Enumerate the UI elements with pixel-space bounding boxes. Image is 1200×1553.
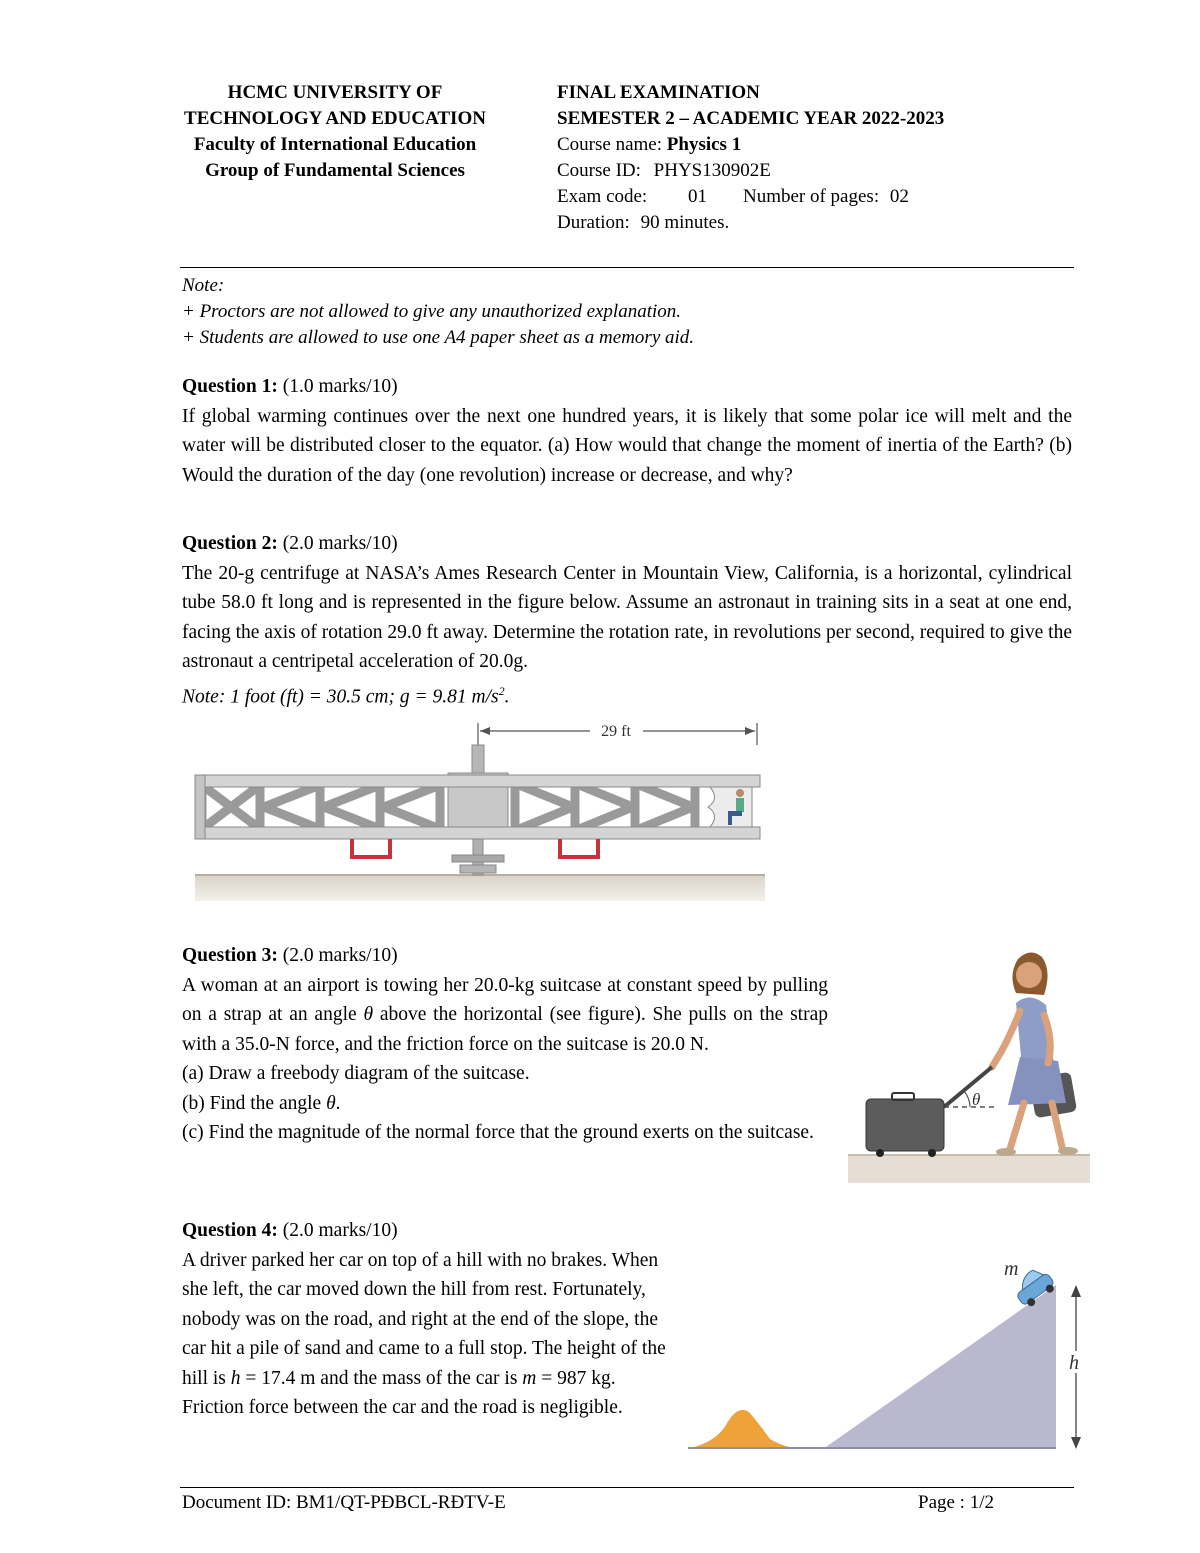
question-4-m: m <box>522 1367 537 1389</box>
group-name: Group of Fundamental Sciences <box>205 160 465 181</box>
sand-pile <box>694 1410 790 1447</box>
course-name: Physics 1 <box>666 134 742 155</box>
question-2-note-sup: 2 <box>498 683 505 698</box>
angle-label: θ <box>972 1090 981 1109</box>
duration: 90 minutes. <box>640 212 730 233</box>
exam-code-row <box>557 184 1077 210</box>
semester: SEMESTER 2 – ACADEMIC YEAR 2022-2023 <box>557 108 945 129</box>
question-3-text-a: A woman at an airport is towing her 20.0-kg suitcase at constant speed by pulling on a strap at an angle <box>182 974 828 1025</box>
faculty-name: Faculty of International Education <box>193 134 477 155</box>
document-id: Document ID: BM1/QT-PĐBCL-RĐTV-E <box>182 1492 506 1513</box>
astronaut-head <box>736 789 744 797</box>
question-4-text-c: = 987 kg. Friction force between the car and the road is negligible. <box>182 1367 623 1418</box>
duration-label: Duration: <box>557 212 635 233</box>
strap <box>944 1067 992 1107</box>
course-name-label: Course name: <box>557 134 667 155</box>
question-2-marks: (2.0 marks/10) <box>277 533 398 554</box>
question-2-note-text: Note: 1 foot (ft) = 30.5 cm; g = 9.81 m/s <box>182 686 499 707</box>
hill-figure <box>686 1255 1092 1455</box>
question-4-title: Question 4: <box>182 1220 278 1241</box>
question-4-text-a: A driver parked her car on top of a hill with no brakes. When she left, the car moved down the hill from rest. Fortunately, nobody was on the road, and right at the end of the slope, the car hit a pile of sand and came to a full stop. The height of the hill is <box>182 1249 666 1389</box>
footer-divider <box>180 1487 1074 1488</box>
question-3-part-c: (c) Find the magnitude of the normal force that the ground exerts on the suitcase. <box>182 1122 814 1143</box>
counterweight-bracket-right <box>560 839 598 857</box>
question-3-title: Question 3: <box>182 945 278 966</box>
floor <box>195 875 765 901</box>
question-1-marks: (1.0 marks/10) <box>277 376 398 397</box>
question-3-part-b <box>182 1089 828 1119</box>
question-3-marks: (2.0 marks/10) <box>277 945 398 966</box>
course-id-label: Course ID: <box>557 160 646 181</box>
pages-count: 02 <box>889 186 909 207</box>
page-number: Page : 1/2 <box>918 1492 994 1513</box>
mass-label: m <box>1004 1258 1019 1280</box>
exam-info-block <box>557 80 1077 236</box>
duration-row <box>557 210 1077 236</box>
exam-title: FINAL EXAMINATION <box>557 82 760 103</box>
astronaut-body <box>736 798 744 812</box>
question-3-text-b: above the horizontal (see figure). She pulls on the strap with a 35.0-N force, and the friction force on the suitcase is 20.0 N. <box>182 1004 829 1055</box>
question-1 <box>182 372 1072 490</box>
exam-code-label: Exam code: <box>557 186 652 207</box>
note-title: Note: <box>182 275 225 296</box>
question-4 <box>182 1216 667 1423</box>
course-id: PHYS130902E <box>653 160 771 181</box>
university-name-line2: TECHNOLOGY AND EDUCATION <box>184 108 486 129</box>
question-4-text-b: = 17.4 m and the mass of the car is <box>240 1367 523 1389</box>
pages-label: Number of pages: <box>742 186 884 207</box>
question-3-part-b-end: . <box>335 1092 341 1114</box>
question-2-note-end: . <box>504 686 510 707</box>
header-divider <box>180 267 1074 268</box>
suitcase <box>866 1099 944 1151</box>
hill <box>826 1285 1056 1447</box>
height-label: h <box>1069 1352 1079 1374</box>
university-name-line1: HCMC UNIVERSITY OF <box>227 82 443 103</box>
course-id-row <box>557 158 1077 184</box>
ground <box>848 1155 1090 1183</box>
note-block <box>182 273 1072 351</box>
note-line-1: + Proctors are not allowed to give any unauthorized explanation. <box>182 301 682 322</box>
question-3 <box>182 941 828 1148</box>
dimension-label: 29 ft <box>601 723 631 740</box>
question-3-theta: θ <box>363 1004 374 1025</box>
footer <box>182 1492 1072 1514</box>
suitcase-figure <box>848 945 1090 1185</box>
question-4-marks: (2.0 marks/10) <box>277 1220 398 1241</box>
question-1-text: If global warming continues over the next one hundred years, it is likely that some polar ice will melt and the water will be distributed closer to the equator. (a) How would that change the moment of inertia of the Earth? (b) Would the duration of the day (one revolution) increase or decrease, and why? <box>182 405 1072 486</box>
question-3-text <box>182 971 828 1060</box>
question-2-note <box>182 677 1072 712</box>
question-2-text: The 20-g centrifuge at NASA’s Ames Research Center in Mountain View, California, is a horizontal, cylindrical tube 58.0 ft long and is represented in the figure below. Assume an astronaut in training sits in a seat at one end, facing the axis of rotation 29.0 ft away. Determine the rotation rate, in revolutions per second, required to give the astronaut a centripetal acceleration of 20.0g. <box>182 562 1072 672</box>
question-3-part-a: (a) Draw a freebody diagram of the suitcase. <box>182 1063 530 1084</box>
question-3-part-b-text: (b) Find the angle <box>182 1092 327 1114</box>
question-4-text <box>182 1246 667 1423</box>
question-3-part-b-theta: θ <box>326 1092 336 1114</box>
course-name-row <box>557 132 1077 158</box>
angle-arc <box>964 1091 970 1107</box>
woman <box>992 952 1078 1156</box>
question-4-h: h <box>230 1367 241 1389</box>
question-2-title: Question 2: <box>182 533 278 554</box>
question-2 <box>182 529 1072 712</box>
question-1-title: Question 1: <box>182 376 278 397</box>
university-block <box>160 80 510 184</box>
exam-code: 01 <box>687 186 707 207</box>
note-line-2: + Students are allowed to use one A4 paper sheet as a memory aid. <box>182 327 695 348</box>
counterweight-bracket-left <box>352 839 390 857</box>
centrifuge-figure <box>190 715 770 905</box>
